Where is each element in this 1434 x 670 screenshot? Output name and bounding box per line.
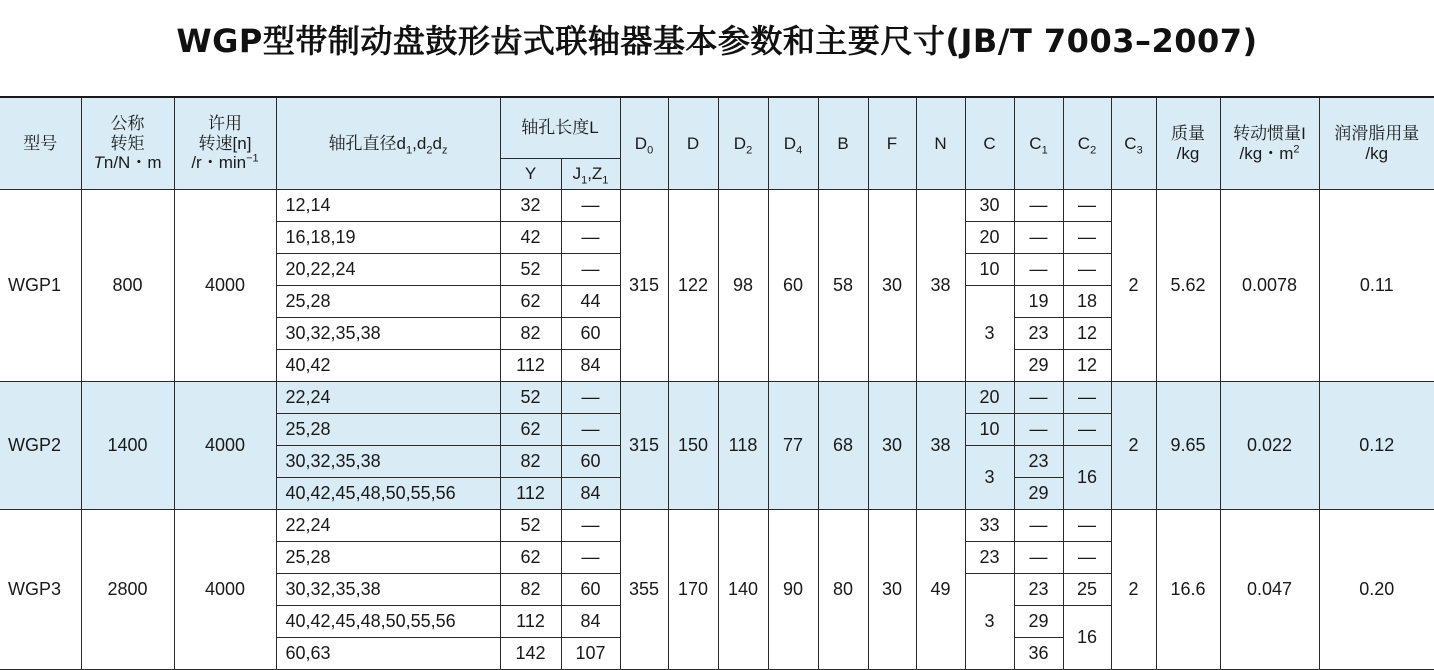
cell-c2: — bbox=[1063, 510, 1111, 542]
header-c3 bbox=[1111, 97, 1156, 190]
cell-c3: 2 bbox=[1111, 510, 1156, 670]
header-torque-line1: 公称 bbox=[110, 114, 145, 134]
header-speed bbox=[174, 97, 276, 190]
header-torque-line3 bbox=[84, 153, 172, 173]
header-d2-sub: 2 bbox=[746, 144, 753, 157]
cell-y: 52 bbox=[500, 510, 561, 542]
header-d0 bbox=[620, 97, 668, 190]
cell-model: WGP3 bbox=[0, 510, 81, 670]
cell-c2: — bbox=[1063, 254, 1111, 286]
cell-mass: 16.6 bbox=[1156, 510, 1220, 670]
cell-n: 38 bbox=[916, 190, 965, 382]
cell-j1z1: — bbox=[561, 190, 620, 222]
cell-bore: 30,32,35,38 bbox=[276, 446, 500, 478]
cell-f: 30 bbox=[868, 190, 916, 382]
cell-c: 3 bbox=[965, 446, 1014, 510]
cell-d0: 355 bbox=[620, 510, 668, 670]
cell-j1z1: 84 bbox=[561, 606, 620, 638]
cell-j1z1: 60 bbox=[561, 574, 620, 606]
cell-c1: — bbox=[1014, 254, 1063, 286]
header-len-j-sub: 1 bbox=[581, 174, 588, 187]
header-d0-sub: 0 bbox=[647, 144, 654, 157]
header-d4-sub: 4 bbox=[796, 144, 803, 157]
cell-d4: 90 bbox=[768, 510, 818, 670]
cell-c2: — bbox=[1063, 190, 1111, 222]
cell-c: 3 bbox=[965, 286, 1014, 382]
cell-d: 150 bbox=[668, 382, 718, 510]
cell-model: WGP2 bbox=[0, 382, 81, 510]
cell-y: 62 bbox=[500, 414, 561, 446]
cell-y: 82 bbox=[500, 318, 561, 350]
cell-n: 38 bbox=[916, 382, 965, 510]
cell-c1: — bbox=[1014, 222, 1063, 254]
cell-y: 82 bbox=[500, 446, 561, 478]
header-len-z-sub: 1 bbox=[602, 174, 609, 187]
header-inertia-exp: 2 bbox=[1293, 142, 1300, 155]
cell-y: 42 bbox=[500, 222, 561, 254]
cell-inertia: 0.0078 bbox=[1220, 190, 1319, 382]
cell-y: 32 bbox=[500, 190, 561, 222]
cell-j1z1: — bbox=[561, 382, 620, 414]
header-bore-diameter bbox=[276, 97, 500, 190]
cell-bore: 16,18,19 bbox=[276, 222, 500, 254]
header-grease-line1: 润滑脂用量 bbox=[1334, 123, 1420, 143]
cell-c1: 29 bbox=[1014, 478, 1063, 510]
cell-c1: 29 bbox=[1014, 606, 1063, 638]
header-c2-sub: 2 bbox=[1090, 144, 1097, 157]
table-row bbox=[0, 382, 1434, 414]
cell-f: 30 bbox=[868, 510, 916, 670]
cell-f: 30 bbox=[868, 382, 916, 510]
header-b: B bbox=[818, 97, 868, 190]
header-d4 bbox=[768, 97, 818, 190]
cell-c1: 23 bbox=[1014, 318, 1063, 350]
cell-bore: 40,42 bbox=[276, 350, 500, 382]
header-speed-line1: 许用 bbox=[208, 114, 242, 134]
cell-d0: 315 bbox=[620, 190, 668, 382]
header-inertia-unit: /kg・m bbox=[1239, 143, 1294, 163]
cell-y: 82 bbox=[500, 574, 561, 606]
cell-speed: 4000 bbox=[174, 510, 276, 670]
cell-j1z1: 44 bbox=[561, 286, 620, 318]
header-mass bbox=[1156, 97, 1220, 190]
header-len-j1z1 bbox=[561, 159, 620, 190]
cell-y: 52 bbox=[500, 382, 561, 414]
header-bore-sub2: 2 bbox=[426, 144, 433, 157]
header-d4-label: D bbox=[783, 133, 797, 153]
cell-c: 20 bbox=[965, 222, 1014, 254]
cell-bore: 40,42,45,48,50,55,56 bbox=[276, 606, 500, 638]
cell-c2: — bbox=[1063, 542, 1111, 574]
cell-y: 62 bbox=[500, 542, 561, 574]
header-c1-label: C bbox=[1029, 133, 1042, 153]
cell-c1: 23 bbox=[1014, 574, 1063, 606]
header-d0-label: D bbox=[634, 133, 648, 153]
cell-c1: — bbox=[1014, 414, 1063, 446]
cell-c: 3 bbox=[965, 574, 1014, 670]
cell-c1: 19 bbox=[1014, 286, 1063, 318]
cell-c2: 25 bbox=[1063, 574, 1111, 606]
cell-n: 49 bbox=[916, 510, 965, 670]
cell-torque: 800 bbox=[81, 190, 174, 382]
cell-d2: 118 bbox=[718, 382, 768, 510]
cell-speed: 4000 bbox=[174, 382, 276, 510]
header-torque-unit: n/N・m bbox=[103, 153, 162, 173]
cell-d0: 315 bbox=[620, 382, 668, 510]
header-n: N bbox=[916, 97, 965, 190]
cell-c1: 36 bbox=[1014, 638, 1063, 670]
cell-bore: 25,28 bbox=[276, 286, 500, 318]
cell-j1z1: 84 bbox=[561, 478, 620, 510]
cell-mass: 5.62 bbox=[1156, 190, 1220, 382]
cell-d4: 60 bbox=[768, 190, 818, 382]
cell-c: 10 bbox=[965, 254, 1014, 286]
cell-grease: 0.12 bbox=[1319, 382, 1434, 510]
cell-torque: 1400 bbox=[81, 382, 174, 510]
cell-bore: 12,14 bbox=[276, 190, 500, 222]
cell-bore: 22,24 bbox=[276, 510, 500, 542]
cell-c2: — bbox=[1063, 222, 1111, 254]
header-d2-label: D bbox=[733, 133, 747, 153]
cell-c2: 16 bbox=[1063, 446, 1111, 510]
header-bore-mid: ,d bbox=[412, 133, 427, 153]
cell-c2: — bbox=[1063, 382, 1111, 414]
cell-b: 68 bbox=[818, 382, 868, 510]
cell-j1z1: — bbox=[561, 542, 620, 574]
cell-c1: 23 bbox=[1014, 446, 1063, 478]
header-mass-line2: /kg bbox=[1176, 143, 1200, 163]
coupling-spec-table bbox=[0, 96, 1434, 670]
cell-d: 170 bbox=[668, 510, 718, 670]
cell-y: 112 bbox=[500, 478, 561, 510]
header-mass-line1: 质量 bbox=[1171, 123, 1205, 143]
cell-j1z1: — bbox=[561, 414, 620, 446]
header-bore-label: 轴孔直径d bbox=[328, 133, 407, 153]
cell-inertia: 0.022 bbox=[1220, 382, 1319, 510]
header-c2 bbox=[1063, 97, 1111, 190]
cell-bore: 60,63 bbox=[276, 638, 500, 670]
cell-grease: 0.11 bbox=[1319, 190, 1434, 382]
header-d2 bbox=[718, 97, 768, 190]
table-row bbox=[0, 190, 1434, 222]
cell-c1: — bbox=[1014, 542, 1063, 574]
header-inertia-line1: 转动惯量I bbox=[1233, 123, 1306, 143]
header-c2-label: C bbox=[1077, 133, 1091, 153]
cell-bore: 40,42,45,48,50,55,56 bbox=[276, 478, 500, 510]
cell-d4: 77 bbox=[768, 382, 818, 510]
header-inertia-line2 bbox=[1223, 144, 1317, 164]
header-bore-length: 轴孔长度L bbox=[500, 97, 620, 159]
header-len-z: ,Z bbox=[587, 164, 603, 184]
cell-j1z1: 84 bbox=[561, 350, 620, 382]
header-c1-sub: 1 bbox=[1041, 144, 1048, 157]
cell-mass: 9.65 bbox=[1156, 382, 1220, 510]
cell-j1z1: 60 bbox=[561, 446, 620, 478]
cell-c2: 16 bbox=[1063, 606, 1111, 670]
header-c3-label: C bbox=[1124, 133, 1137, 153]
cell-y: 62 bbox=[500, 286, 561, 318]
cell-d2: 140 bbox=[718, 510, 768, 670]
header-torque bbox=[81, 97, 174, 190]
header-torque-symbol: T bbox=[93, 153, 104, 173]
header-c3-sub: 3 bbox=[1136, 144, 1143, 157]
cell-c: 30 bbox=[965, 190, 1014, 222]
header-bore-sub1: 1 bbox=[406, 144, 413, 157]
cell-speed: 4000 bbox=[174, 190, 276, 382]
table-row bbox=[0, 510, 1434, 542]
header-f: F bbox=[868, 97, 916, 190]
cell-inertia: 0.047 bbox=[1220, 510, 1319, 670]
cell-bore: 30,32,35,38 bbox=[276, 318, 500, 350]
header-d: D bbox=[668, 97, 718, 190]
cell-bore: 25,28 bbox=[276, 542, 500, 574]
header-inertia bbox=[1220, 97, 1319, 190]
cell-c2: 12 bbox=[1063, 350, 1111, 382]
cell-bore: 22,24 bbox=[276, 382, 500, 414]
header-grease bbox=[1319, 97, 1434, 190]
header-c1 bbox=[1014, 97, 1063, 190]
cell-model: WGP1 bbox=[0, 190, 81, 382]
cell-y: 142 bbox=[500, 638, 561, 670]
header-len-y: Y bbox=[500, 159, 561, 190]
cell-c2: — bbox=[1063, 414, 1111, 446]
cell-grease: 0.20 bbox=[1319, 510, 1434, 670]
cell-c2: 18 bbox=[1063, 286, 1111, 318]
cell-j1z1: — bbox=[561, 510, 620, 542]
header-bore-subz: z bbox=[441, 144, 448, 157]
header-model: 型号 bbox=[0, 97, 81, 190]
cell-bore: 30,32,35,38 bbox=[276, 574, 500, 606]
header-grease-line2: /kg bbox=[1365, 143, 1389, 163]
header-c: C bbox=[965, 97, 1014, 190]
cell-j1z1: 60 bbox=[561, 318, 620, 350]
page-title: WGP型带制动盘鼓形齿式联轴器基本参数和主要尺寸(JB/T 7003–2007) bbox=[176, 22, 1258, 60]
header-len-j: J bbox=[572, 164, 582, 184]
cell-bore: 20,22,24 bbox=[276, 254, 500, 286]
cell-c3: 2 bbox=[1111, 382, 1156, 510]
header-speed-exp: −1 bbox=[246, 152, 259, 165]
cell-c3: 2 bbox=[1111, 190, 1156, 382]
header-torque-line2: 转矩 bbox=[110, 133, 145, 153]
header-speed-unit: /r・min bbox=[191, 153, 247, 173]
cell-j1z1: — bbox=[561, 222, 620, 254]
cell-c1: — bbox=[1014, 190, 1063, 222]
cell-c: 10 bbox=[965, 414, 1014, 446]
cell-c: 33 bbox=[965, 510, 1014, 542]
header-speed-line3 bbox=[177, 153, 274, 173]
cell-c2: 12 bbox=[1063, 318, 1111, 350]
cell-c: 20 bbox=[965, 382, 1014, 414]
header-speed-line2: 转速[n] bbox=[198, 133, 252, 153]
cell-b: 58 bbox=[818, 190, 868, 382]
cell-d2: 98 bbox=[718, 190, 768, 382]
cell-c: 23 bbox=[965, 542, 1014, 574]
cell-bore: 25,28 bbox=[276, 414, 500, 446]
cell-j1z1: 107 bbox=[561, 638, 620, 670]
cell-y: 112 bbox=[500, 606, 561, 638]
cell-c1: — bbox=[1014, 510, 1063, 542]
cell-c1: — bbox=[1014, 382, 1063, 414]
header-bore-d: d bbox=[432, 133, 442, 153]
cell-j1z1: — bbox=[561, 254, 620, 286]
cell-y: 52 bbox=[500, 254, 561, 286]
cell-y: 112 bbox=[500, 350, 561, 382]
cell-b: 80 bbox=[818, 510, 868, 670]
cell-torque: 2800 bbox=[81, 510, 174, 670]
cell-c1: 29 bbox=[1014, 350, 1063, 382]
cell-d: 122 bbox=[668, 190, 718, 382]
